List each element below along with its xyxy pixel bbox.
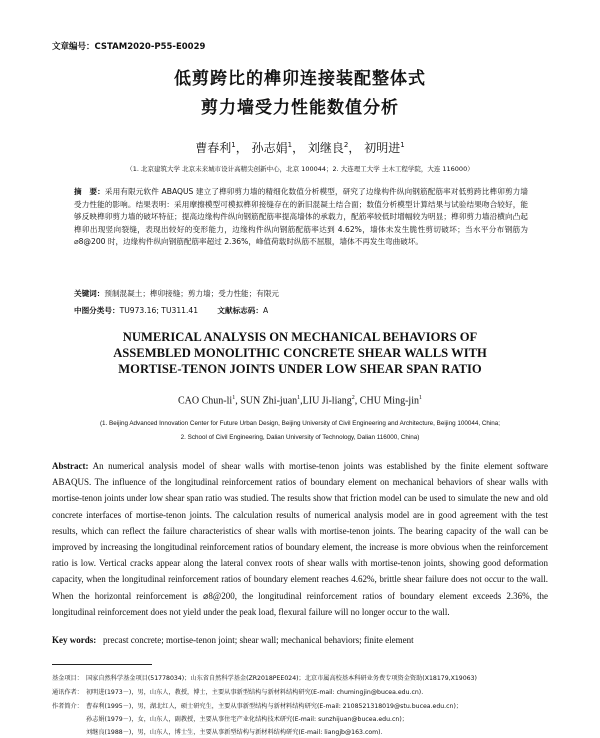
cn-author-name: 刘继良: [307, 141, 344, 155]
cn-class-text: TU973.16; TU311.41: [119, 306, 199, 315]
footnote-text: 孙志娟(1979－)，女，山东人，副教授，主要从事住宅产业化结构技术研究(E-mail: sunzhijuan@bucea.edu.cn)；: [86, 716, 408, 723]
cn-class-label: 中图分类号：: [74, 306, 120, 315]
footnote-funding: [52, 673, 552, 682]
cn-author-sup: 1: [400, 141, 405, 149]
footnote-text: 初明进(1973－)，男，山东人，教授，博士，主要从事新型结构与新材料结构研究(E-mail: chumingjin@bucea.edu.cn).: [86, 689, 424, 696]
chinese-keywords: [74, 288, 528, 299]
chinese-title-line-2: 剪力墙受力性能数值分析: [201, 98, 399, 118]
footnote-author-bio: [52, 701, 552, 710]
chinese-title-line-1: 低剪跨比的榫卯连接装配整体式: [174, 69, 426, 89]
en-abstract-label: Abstract:: [52, 461, 89, 471]
en-author-sup: 1: [232, 395, 236, 401]
english-title-line-3: MORTISE-TENON JOINTS UNDER LOW SHEAR SPAN RATIO: [118, 362, 482, 376]
en-author-name: CAO Chun-li: [178, 395, 233, 407]
english-keywords: [52, 635, 548, 645]
footnote-corresponding-author: [52, 687, 552, 696]
cn-abstract-label: 摘 要：: [74, 187, 105, 196]
english-title-line-2: ASSEMBLED MONOLITHIC CONCRETE SHEAR WALLS WITH: [113, 346, 487, 360]
cn-keywords-label: 关键词：: [74, 289, 105, 298]
en-author-name: CHU Ming-jin: [359, 395, 419, 407]
footnote-text: 国家自然科学基金项目(51778034)；山东省自然科学基金(ZR2018PEE024)；北京市属高校基本科研业务费专项资金资助(X18179,X19063): [86, 675, 477, 682]
cn-author-name: 初明进: [364, 141, 401, 155]
footnote-text: 曹春利(1995－)，男，湖北红人，硕士研究生，主要从事新型结构与新材料结构研究(E-mail: 2108521318019@stu.bucea.edu.cn)；: [86, 703, 463, 710]
en-author-sup: 2: [351, 395, 355, 401]
en-author-sup: 1: [297, 395, 301, 401]
en-author-name: SUN Zhi-juan: [240, 395, 298, 407]
footnote-text: 刘继良(1988－)，男，山东人，博士生，主要从事新型结构与新材料结构研究(E-mail: liangjb@163.com).: [86, 729, 383, 736]
footnote-label: 基金项目：: [52, 675, 83, 682]
cn-keywords-text: 预制混凝土；榫卯接缝；剪力墙；受力性能；有限元: [104, 289, 280, 298]
article-number: 文章编号：CSTAM2020-P55-E0029: [52, 42, 206, 52]
cn-author-sup: 1: [231, 141, 236, 149]
footnote-label: 通讯作者：: [52, 689, 83, 696]
cn-doc-label: 文献标志码：: [217, 306, 263, 315]
footnote-label: 作者简介：: [52, 703, 83, 710]
english-affiliation-line-2: 2. School of Civil Engineering, Dalian University of Technology, Dalian 116000, China): [180, 434, 420, 441]
footnote-divider: [52, 664, 152, 665]
cn-abstract-text: 采用有限元软件 ABAQUS 建立了榫卯剪力墙的精细化数值分析模型，研究了边缘构件纵向钢筋配筋率对低剪跨比榫卯剪力墙受力性能的影响。结果表明：采用摩擦模型可模拟榫卯接缝存在的新旧混凝土结合面；数值分析模型计算结果与试验结果吻合较好，能够反映榫卯剪力墙的破坏特征；提高边缘构件纵向钢筋配筋率提高墙体的承载力，配筋率较低时增幅较为明显；榫卯剪力墙沿横向凸起榫卯出现竖向裂缝，表现出较好的变形能力，边缘构件纵向钢筋配筋率达到 4.62%，墙体未发生脆性剪切破坏；当水平分布钢筋为⌀8@200 时，边缘构件纵向钢筋配筋率超过 2.36%，峰值荷载时纵筋不屈服，墙体不再发生弯曲破坏。: [74, 187, 528, 247]
english-abstract: [52, 458, 548, 620]
english-authors: CAO Chun-$li^1$, SUN Zhi-juan$^1$,LIU Ji-liang$^2$, CHU Ming-jin$^1$: [178, 395, 422, 407]
cn-author-sup: 2: [343, 141, 349, 149]
footnote-author-bio: [52, 727, 552, 736]
cn-doc-text: A: [262, 306, 269, 315]
cn-author-name: 孙志娟: [251, 141, 288, 155]
english-affiliation-line-1: (1. Beijing Advanced Innovation Center for Future Urban Design, Beijing University of Civil Engineering and Architecture, Beijing 100044, China;: [99, 420, 501, 427]
chinese-classification: [74, 305, 528, 316]
en-abstract-text: An numerical analysis model of shear walls with mortise-tenon joints was established by the finite element software ABAQUS. The influence of the longitudinal reinforcement ratios of boundary element on mechanical behaviors of shear walls with mortise-tenon joints under low shear span ratio was studied. The results show that friction model can be used to simulate the new and old concrete interfaces of mortise-tenon joints. The calculation results of numerical analysis model are in good agreement with the test results, which can reflect the failure characteristics of shear walls with mortise-tenon joints. The bearing capacity of the wall can be improved by increasing the longitudinal reinforcement ratios of boundary element, the increase is more obvious when the reinforcement ratio is low. Vertical cracks appear along the lateral convex roots of shear walls with mortise-tenon joints, showing good deformation capacity, when the longitudinal reinforcement ratios of boundary element reaches 4.62%, brittle shear failure does not occur to the wall. When the horizontal reinforcement is ⌀8@200, the longitudinal reinforcement ratios of boundary element exceeds 2.36%, the longitudinal reinforcement does not yield under the peak load, flexural failure will no longer occur to the wall.: [52, 461, 548, 617]
english-title-line-1: NUMERICAL ANALYSIS ON MECHANICAL BEHAVIORS OF: [122, 330, 478, 344]
cn-author-sup: 1: [287, 141, 293, 149]
chinese-authors: 曹春利$^1$， 孙志娟$^1$， 刘继良$^2$， 初明进$^1$: [195, 141, 405, 155]
chinese-affiliation: （1. 北京建筑大学 北京未来城市设计高精尖创新中心，北京 100044；2. 大连理工大学 土木工程学院，大连 116000）: [126, 165, 474, 173]
cn-author-name: 曹春利: [195, 141, 232, 155]
chinese-abstract: [74, 186, 528, 249]
en-author-name: LIU Ji-liang: [302, 395, 352, 407]
en-author-sup: 1: [418, 395, 422, 401]
en-keywords-text: precast concrete; mortise-tenon joint; shear wall; mechanical behaviors; finite element: [103, 635, 414, 645]
footnote-author-bio: [52, 714, 552, 723]
en-keywords-label: Key words:: [52, 635, 97, 645]
